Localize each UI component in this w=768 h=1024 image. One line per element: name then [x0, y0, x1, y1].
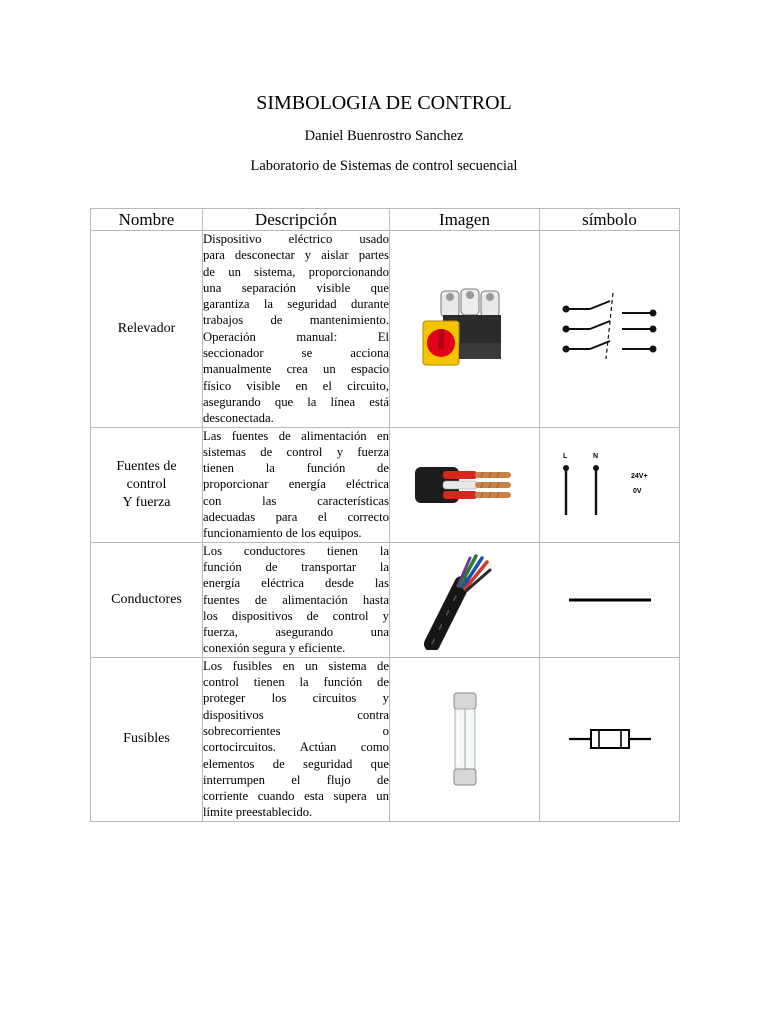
description-line: control tienen la función de [203, 675, 389, 690]
description-line: Los conductores tienen la [203, 543, 389, 558]
row-name-text: Relevador [117, 320, 176, 336]
row-name-cell [91, 427, 203, 542]
column-header-nombre: Nombre [91, 209, 203, 231]
description-line: conexión segura y eficiente. [203, 641, 346, 656]
row-symbol-cell [540, 657, 680, 821]
row-name-text: control [126, 476, 167, 492]
description-line: fuerza, asegurando una [203, 625, 389, 640]
row-description-cell [203, 427, 390, 542]
glass-fuse-image [445, 689, 485, 789]
row-symbol-cell [540, 542, 680, 657]
description-line: corriente cuando esta supera un [203, 789, 389, 804]
description-line: los dispositivos de control y [203, 608, 389, 623]
row-name-cell [91, 542, 203, 657]
description-line: garantiza la seguridad durante [203, 297, 389, 312]
description-line: manualmente crea un espacio [203, 362, 389, 377]
description-line: tienen la función de [203, 461, 389, 476]
power-source-symbol-icon [555, 449, 665, 521]
course-name: Laboratorio de Sistemas de control secuencial [250, 158, 518, 174]
description-line: funcionamiento de los equipos. [203, 526, 362, 541]
description-line: asegurando que la línea está [203, 394, 389, 409]
row-description-cell [203, 657, 390, 821]
column-header-simbolo: símbolo [540, 209, 680, 231]
author-name: Daniel Buenrostro Sanchez [304, 128, 464, 144]
symbol-label-l: L [562, 452, 567, 460]
row-name-text: Y fuerza [122, 494, 171, 510]
description-line: de un sistema, proporcionando [203, 264, 389, 279]
description-line: físico visible en el circuito, [203, 378, 389, 393]
description-line: límite preestablecido. [203, 805, 313, 820]
symbol-label-n: N [592, 452, 598, 460]
disconnector-symbol-icon [560, 287, 660, 371]
row-symbol-cell [540, 427, 680, 542]
description-line: elementos de seguridad que [203, 756, 389, 771]
row-symbol-cell [540, 231, 680, 428]
description-line: seccionador se acciona [203, 346, 389, 361]
description-line: adecuadas para el correcto [203, 510, 389, 525]
description-line: interrumpen el flujo de [203, 772, 389, 787]
disconnect-switch-image [415, 279, 515, 379]
row-description-cell [203, 231, 390, 428]
column-header-imagen: Imagen [390, 209, 540, 231]
multicore-cable-image [420, 550, 510, 650]
symbol-label-0v: 0V [632, 487, 642, 495]
row-image-cell [390, 657, 540, 821]
row-image-cell [390, 427, 540, 542]
row-name-text: Conductores [111, 591, 182, 607]
description-line: para desconectar y aislar partes [203, 248, 389, 263]
description-line: Los fusibles en un sistema de [203, 658, 389, 673]
row-name-text: Fusibles [123, 731, 170, 747]
description-line: con las características [203, 493, 389, 508]
description-line: Operación manual: El [203, 329, 389, 344]
description-line: Las fuentes de alimentación en [203, 428, 389, 443]
symbology-table [90, 208, 680, 822]
description-line: sistemas de control y fuerza [203, 444, 389, 459]
description-line: desconectada. [203, 411, 274, 426]
description-line: Dispositivo eléctrico usado [203, 232, 389, 246]
document-title: SIMBOLOGIA DE CONTROL [256, 92, 512, 114]
table-row [91, 657, 680, 821]
power-cable-image [413, 455, 517, 515]
table-row [91, 542, 680, 657]
description-line: dispositivos contra [203, 707, 389, 722]
column-header-descripcion: Descripción [203, 209, 390, 231]
description-line: función de transportar la [203, 559, 389, 574]
row-image-cell [390, 231, 540, 428]
description-line: una separación visible que [203, 280, 389, 295]
description-line: sobrecorrientes o [203, 723, 389, 738]
table-row [91, 427, 680, 542]
conductor-line-symbol-icon [565, 590, 655, 610]
row-name-text: Fuentes de [116, 458, 177, 474]
row-name-cell [91, 231, 203, 428]
table-row [91, 231, 680, 428]
description-line: fuentes de alimentación hasta [203, 592, 389, 607]
description-line: energía eléctrica desde las [203, 576, 389, 591]
fuse-symbol-icon [565, 726, 655, 752]
description-line: cortocircuitos. Actúan como [203, 740, 389, 755]
symbol-label-24v: 24V+ [630, 472, 648, 480]
row-image-cell [390, 542, 540, 657]
row-name-cell [91, 657, 203, 821]
description-line: proteger los circuitos y [203, 691, 389, 706]
description-line: trabajos de mantenimiento. [203, 313, 389, 328]
description-line: proporcionar energía eléctrica [203, 477, 389, 492]
row-description-cell [203, 542, 390, 657]
table-header-row [91, 209, 680, 231]
